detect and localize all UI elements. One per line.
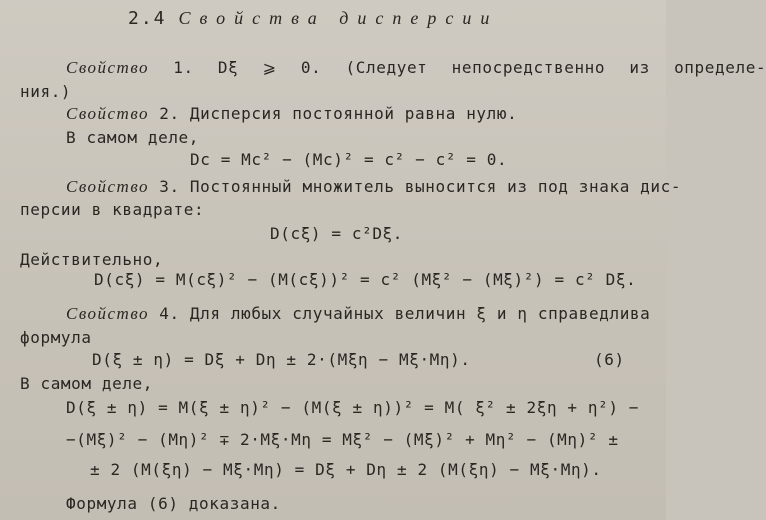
section-title: Свойства дисперсии	[178, 8, 499, 28]
property-3-label: Свойство	[66, 177, 149, 196]
property-4-continuation: формула	[20, 328, 92, 347]
equation-4-tag: (6)	[594, 350, 625, 369]
property-1-continuation: ния.)	[20, 82, 72, 101]
property-2-label: Свойство	[66, 104, 149, 123]
property-3-continuation: персии в квадрате:	[20, 200, 205, 219]
section-heading	[128, 8, 498, 29]
property-3	[66, 177, 681, 197]
property-1-number: 1.	[173, 58, 194, 77]
equation-2: D(cξ) = c²Dξ.	[270, 224, 404, 243]
property-2-text: 2. Дисперсия постоянной равна нулю.	[159, 104, 518, 123]
property-1	[66, 58, 766, 78]
equation-1: Dc = Mc² − (Mc)² = c² − c² = 0.	[190, 150, 508, 169]
property-1-label: Свойство	[66, 58, 149, 77]
property-2	[66, 104, 517, 124]
equation-5-line-2: −(Mξ)² − (Mη)² ∓ 2·Mξ·Mη = Mξ² − (Mξ)² + Mη² − (Mη)² ±	[66, 430, 619, 449]
property-4	[66, 304, 650, 324]
equation-4: D(ξ ± η) = Dξ + Dη ± 2·(Mξη − Mξ·Mη).	[92, 350, 471, 369]
property-4-intro: В самом деле,	[20, 374, 154, 393]
equation-5-line-1: D(ξ ± η) = M(ξ ± η)² − (M(ξ ± η))² = M( ξ² ± 2ξη + η²) −	[66, 398, 640, 417]
property-3-text: 3. Постоянный множитель выносится из под знака дис-	[159, 177, 682, 196]
section-number: 2.4	[128, 8, 167, 29]
property-4-label: Свойство	[66, 304, 149, 323]
property-4-text: 4. Для любых случайных величин ξ и η справедлива	[159, 304, 651, 323]
equation-3: D(cξ) = M(cξ)² − (M(cξ))² = c² (Mξ² − (Mξ)²) = c² Dξ.	[94, 270, 637, 289]
conclusion: Формула (6) доказана.	[66, 494, 281, 513]
property-1-text: Dξ ⩾ 0. (Следует непосредственно из определе-	[217, 58, 766, 77]
property-3-intro: Действительно,	[20, 250, 164, 269]
property-2-intro: В самом деле,	[66, 128, 200, 147]
equation-5-line-3: ± 2 (M(ξη) − Mξ·Mη) = Dξ + Dη ± 2 (M(ξη) − Mξ·Mη).	[90, 460, 602, 479]
